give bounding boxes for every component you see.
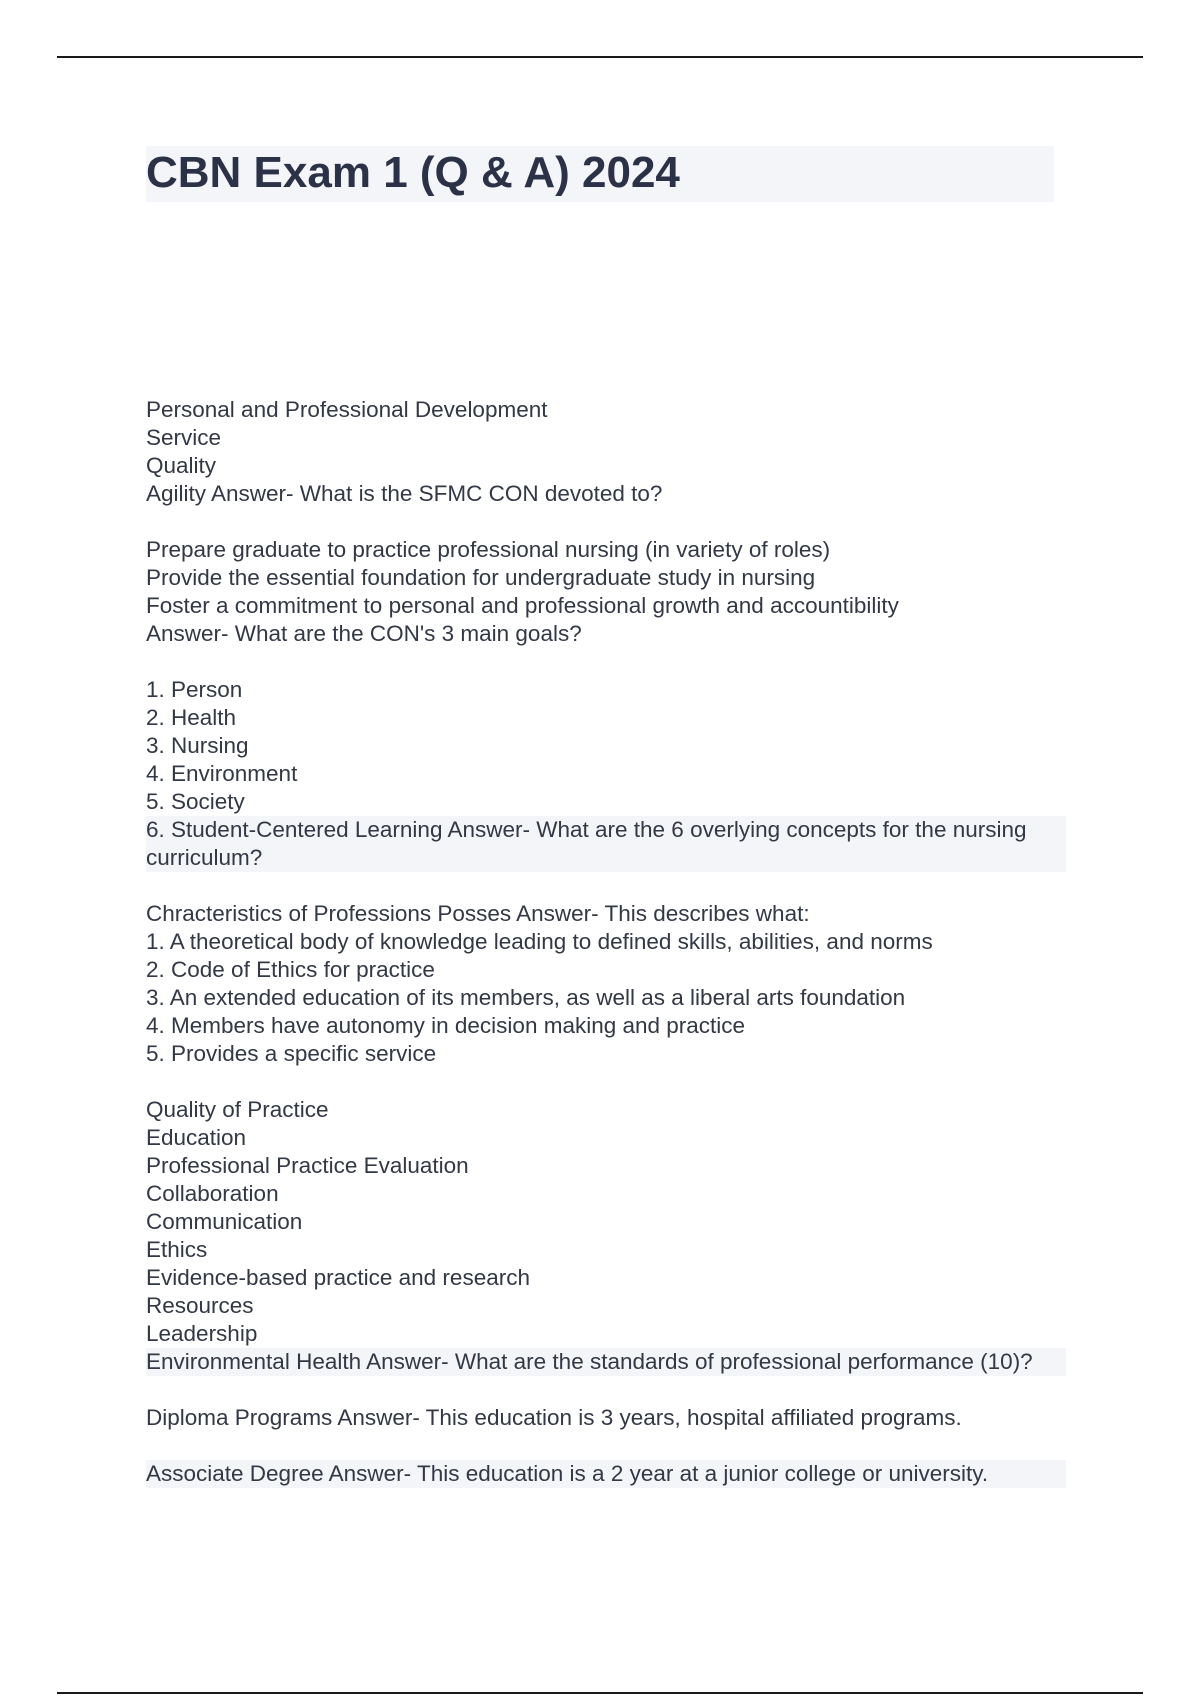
qa-block: [146, 536, 1066, 648]
text-line: 5. Society: [146, 789, 245, 814]
text-line: Quality of Practice: [146, 1097, 329, 1122]
qa-block: [146, 1460, 1066, 1488]
text-line: Education: [146, 1125, 247, 1150]
text-line: Provide the essential foundation for undergraduate study in nursing: [146, 565, 816, 590]
text-line: Diploma Programs Answer- This education is 3 years, hospital affiliated programs.: [146, 1405, 962, 1430]
text-line: Associate Degree Answer- This education is a 2 year at a junior college or university.: [146, 1460, 1066, 1488]
document-title: CBN Exam 1 (Q & A) 2024: [146, 148, 680, 197]
qa-block: [146, 396, 1066, 508]
text-line: Agility Answer- What is the SFMC CON devoted to?: [146, 481, 663, 506]
text-line: 1. Person: [146, 677, 243, 702]
text-line: 3. Nursing: [146, 733, 249, 758]
text-line: Environmental Health Answer- What are the standards of professional performance (10)?: [146, 1348, 1066, 1376]
text-line: Collaboration: [146, 1181, 279, 1206]
qa-block: [146, 1404, 1066, 1432]
text-line: 2. Code of Ethics for practice: [146, 957, 435, 982]
qa-block: [146, 676, 1066, 872]
text-line: Foster a commitment to personal and professional growth and accountibility: [146, 593, 899, 618]
text-line: Ethics: [146, 1237, 208, 1262]
text-line: Quality: [146, 453, 217, 478]
text-line: 5. Provides a specific service: [146, 1041, 437, 1066]
text-line: Chracteristics of Professions Posses Answer- This describes what:: [146, 901, 810, 926]
text-line: 4. Members have autonomy in decision making and practice: [146, 1013, 746, 1038]
text-line: 1. A theoretical body of knowledge leading to defined skills, abilities, and norms: [146, 929, 933, 954]
text-line: 3. An extended education of its members, as well as a liberal arts foundation: [146, 985, 906, 1010]
text-line: Leadership: [146, 1321, 258, 1346]
qa-content: [146, 396, 1066, 1516]
text-line: Evidence-based practice and research: [146, 1265, 530, 1290]
qa-block: [146, 900, 1066, 1068]
text-line: Answer- What are the CON's 3 main goals?: [146, 621, 582, 646]
text-line: Prepare graduate to practice professional nursing (in variety of roles): [146, 537, 831, 562]
qa-block: [146, 1096, 1066, 1376]
text-line: 2. Health: [146, 705, 237, 730]
text-line: Resources: [146, 1293, 254, 1318]
top-rule: [57, 56, 1143, 58]
text-line: Professional Practice Evaluation: [146, 1153, 469, 1178]
text-line: Communication: [146, 1209, 303, 1234]
text-line: Service: [146, 425, 222, 450]
text-line: Personal and Professional Development: [146, 397, 548, 422]
bottom-rule: [57, 1692, 1143, 1694]
text-line: 4. Environment: [146, 761, 298, 786]
text-line: 6. Student-Centered Learning Answer- What are the 6 overlying concepts for the nursing curriculum?: [146, 816, 1066, 872]
